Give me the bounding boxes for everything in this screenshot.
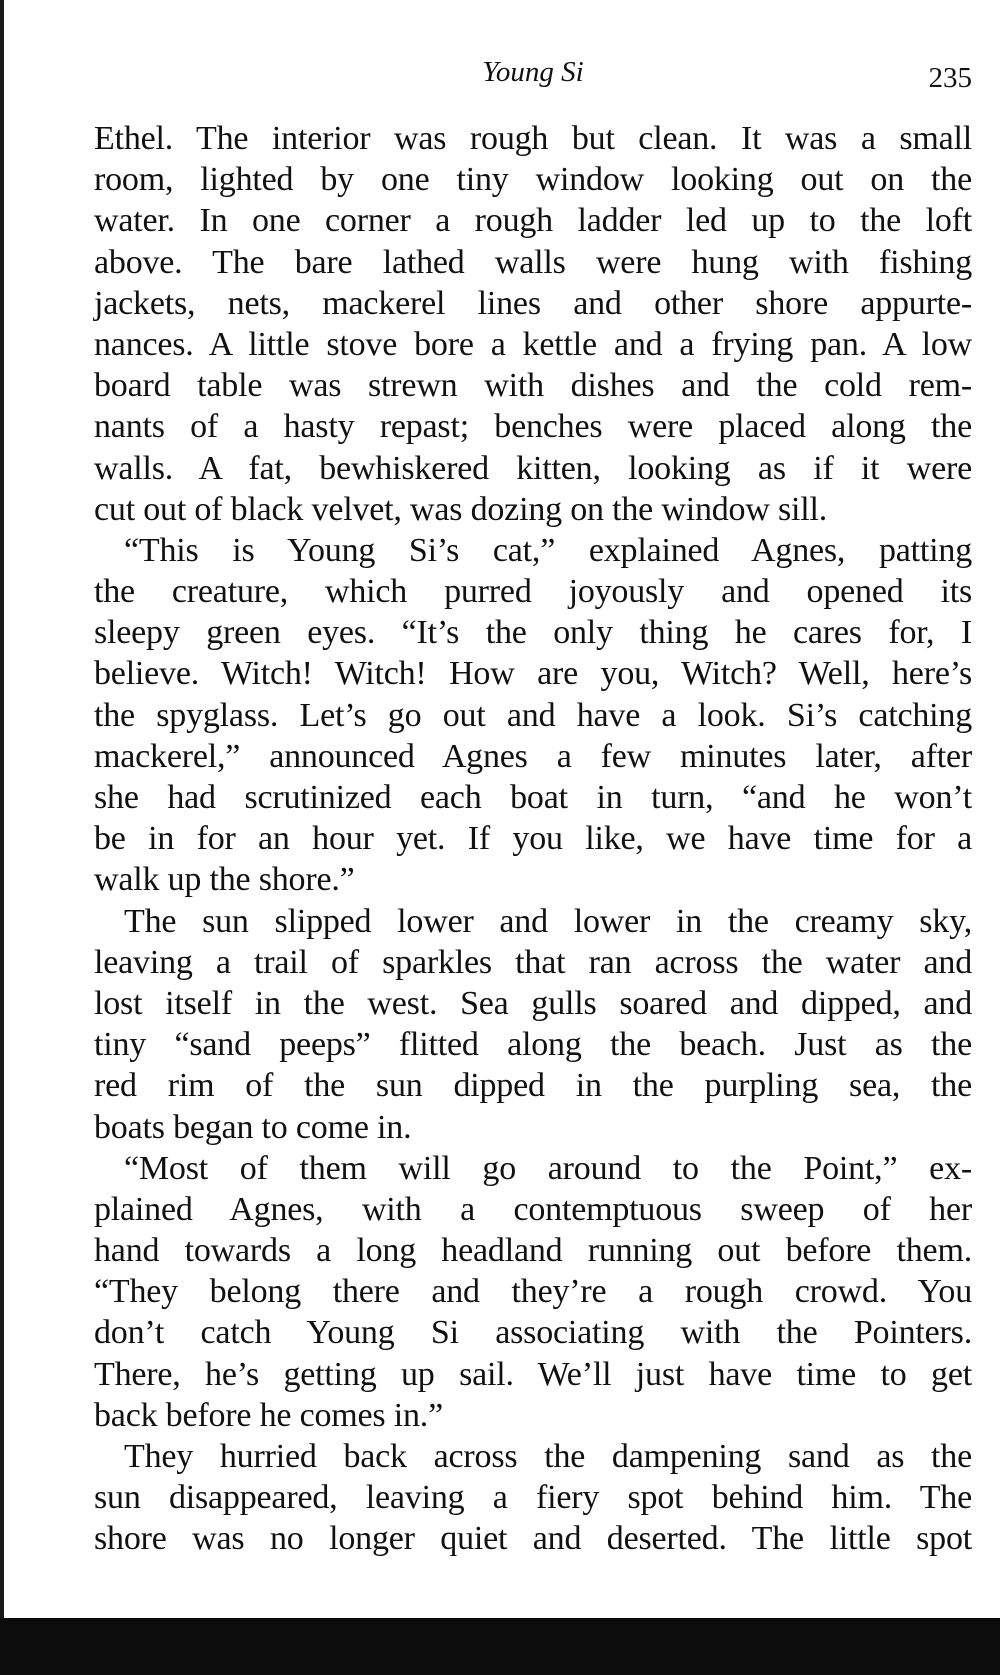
text-line: back before he comes in.” — [94, 1396, 443, 1434]
page-header — [94, 52, 972, 102]
text-line: room, lighted by one tiny window looking out on the — [94, 161, 972, 199]
text-line: lost itself in the west. Sea gulls soared and dipped, and — [94, 984, 972, 1022]
page-edge-shadow — [0, 0, 4, 1675]
text-line: board table was strewn with dishes and the cold rem- — [94, 367, 972, 405]
text-line: nants of a hasty repast; benches were placed along the — [94, 408, 972, 446]
text-line: jackets, nets, mackerel lines and other shore appurte- — [94, 284, 972, 322]
text-line: Ethel. The interior was rough but clean. It was a small — [94, 120, 972, 157]
text-line: water. In one corner a rough ladder led up to the loft — [94, 202, 972, 240]
text-line: nances. A little stove bore a kettle and a frying pan. A low — [94, 325, 972, 363]
running-head: Young Si — [482, 56, 584, 88]
text-line: boats began to come in. — [94, 1108, 412, 1146]
text-line: plained Agnes, with a contemptuous sweep of her — [94, 1190, 972, 1228]
text-line: leaving a trail of sparkles that ran across the water and — [94, 943, 972, 981]
text-line: the spyglass. Let’s go out and have a look. Si’s catching — [94, 696, 972, 734]
text-line: shore was no longer quiet and deserted. The little spot — [94, 1520, 972, 1558]
text-line: “They belong there and they’re a rough crowd. You — [94, 1273, 972, 1311]
text-line: she had scrutinized each boat in turn, “and he won’t — [94, 779, 972, 816]
text-line: red rim of the sun dipped in the purpling sea, the — [94, 1067, 972, 1105]
text-line: hand towards a long headland running out before them. — [94, 1232, 972, 1270]
text-line: walls. A fat, bewhiskered kitten, looking as if it were — [94, 449, 972, 487]
text-line: cut out of black velvet, was dozing on the window sill. — [94, 490, 828, 528]
text-line: mackerel,” announced Agnes a few minutes later, after — [94, 737, 972, 775]
page-number: 235 — [928, 62, 972, 94]
text-line: the creature, which purred joyously and opened its — [94, 573, 972, 611]
text-line: “This is Young Si’s cat,” explained Agnes, patting — [124, 531, 972, 569]
text-line: The sun slipped lower and lower in the creamy sky, — [124, 902, 972, 940]
text-line: sleepy green eyes. “It’s the only thing he cares for, I — [94, 614, 972, 652]
text-line: There, he’s getting up sail. We’ll just have time to get — [94, 1355, 972, 1393]
text-line: “Most of them will go around to the Point,” ex- — [124, 1149, 972, 1187]
text-line: They hurried back across the dampening sand as the — [124, 1438, 972, 1475]
text-line: walk up the shore.” — [94, 861, 355, 899]
text-line: above. The bare lathed walls were hung with fishing — [94, 243, 972, 281]
body-text — [94, 118, 972, 1560]
text-line: tiny “sand peeps” flitted along the beach. Just as the — [94, 1026, 972, 1064]
text-line: don’t catch Young Si associating with the Pointers. — [94, 1314, 972, 1352]
text-line: believe. Witch! Witch! How are you, Witch? Well, here’s — [94, 655, 972, 693]
text-line: sun disappeared, leaving a fiery spot behind him. The — [94, 1479, 972, 1517]
page-bottom-shadow — [0, 1618, 1000, 1675]
text-line: be in for an hour yet. If you like, we have time for a — [94, 820, 972, 858]
